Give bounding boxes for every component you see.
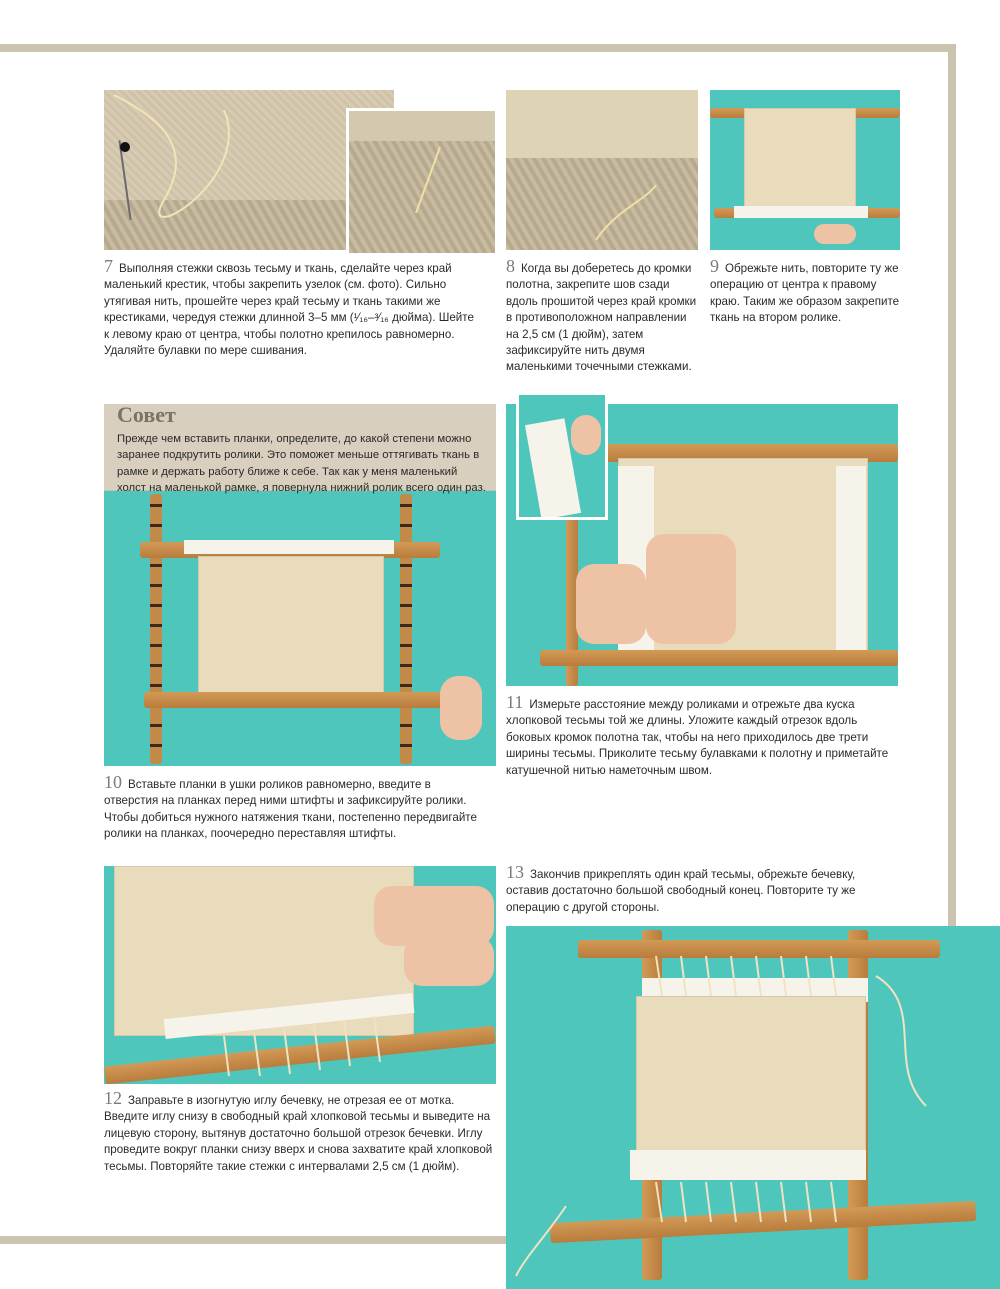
step-number: 7	[104, 256, 113, 276]
step-text: Вставьте планки в ушки роликов равномерно, введите в отверстия на планках перед ними штифты и зафиксируйте ролики. Чтобы добиться нужного натяжения ткани, постепенно передвигайте ролики на планках, поочередно переставляя штифты.	[104, 778, 477, 841]
caption-step-13	[506, 864, 898, 916]
step-number: 10	[104, 772, 122, 792]
step-text: Измерьте расстояние между роликами и отрежьте два куска хлопковой тесьмы той же длины. Уложите каждый отрезок вдоль боковых кромок полотна так, чтобы на него приходилось две трети ширины тесьмы. Приколите тесьму булавками к полотну и приметайте катушечной нитью наметочным швом.	[506, 698, 889, 777]
tip-box	[104, 402, 496, 495]
photo-step-9	[710, 90, 900, 250]
caption-step-10	[104, 774, 484, 843]
step-number: 13	[506, 862, 524, 882]
page-border-bottom	[0, 1236, 506, 1244]
step-number: 12	[104, 1088, 122, 1108]
caption-step-8	[506, 258, 698, 376]
photo-step-7-inset	[346, 108, 498, 256]
step-text: Закончив прикреплять один край тесьмы, обрежьте бечевку, оставив достаточно большой свободный конец. Повторите ту же операцию с другой стороны.	[506, 868, 856, 914]
photo-step-11-inset	[516, 392, 608, 520]
caption-step-9	[710, 258, 900, 327]
page-border-right	[948, 44, 956, 926]
caption-step-12	[104, 1090, 496, 1175]
photo-step-13	[506, 926, 1000, 1289]
step-text: Заправьте в изогнутую иглу бечевку, не отрезая ее от мотка. Введите иглу снизу в свободный край хлопковой тесьмы и выведите на лицевую сторону, вытянув достаточно большой отрезок бечевки. Иглу проведите вокруг планки снизу вверх и снова захватите край хлопковой тесьмы. Повторяйте такие стежки с интервалами 2,5 см (1 дюйм).	[104, 1094, 493, 1173]
photo-step-8	[506, 90, 698, 250]
step-text: Выполняя стежки сквозь тесьму и ткань, сделайте через край маленький крестик, чтобы закрепить узелок (см. фото). Сильно утягивая нить, прошейте через край тесьму и ткань такими же крестиками, чередуя стежки длинной 3–5 мм (¹⁄₁₆–³⁄₁₆ дюйма). Шейте к левому краю от центра, чтобы полотно крепилось равномерно. Удаляйте булавки по мере сшивания.	[104, 262, 474, 358]
step-number: 11	[506, 692, 524, 712]
caption-step-11	[506, 694, 898, 779]
tip-title: Совет	[117, 402, 176, 427]
tip-text: Прежде чем вставить планки, определите, до какой степени можно заранее подкрутить ролики. Это поможет меньше оттягивать ткань в рамке и держать работу ближе к себе. Так как у меня маленький холст на маленькой рамке, я повернула нижний ролик всего один раз.	[117, 433, 486, 495]
photo-step-12	[104, 866, 496, 1084]
page-border-top	[0, 44, 956, 52]
step-text: Обрежьте нить, повторите ту же операцию от центра к правому краю. Таким же образом закрепите ткань на втором ролике.	[710, 262, 900, 325]
step-number: 9	[710, 256, 719, 276]
caption-step-7	[104, 258, 482, 359]
step-text: Когда вы доберетесь до кромки полотна, закрепите шов сзади вдоль прошитой через край кромки в противоположном направлении на 2,5 см (1 дюйм), затем зафиксируйте нить двумя маленькими точечными стежками.	[506, 262, 697, 374]
step-number: 8	[506, 256, 515, 276]
